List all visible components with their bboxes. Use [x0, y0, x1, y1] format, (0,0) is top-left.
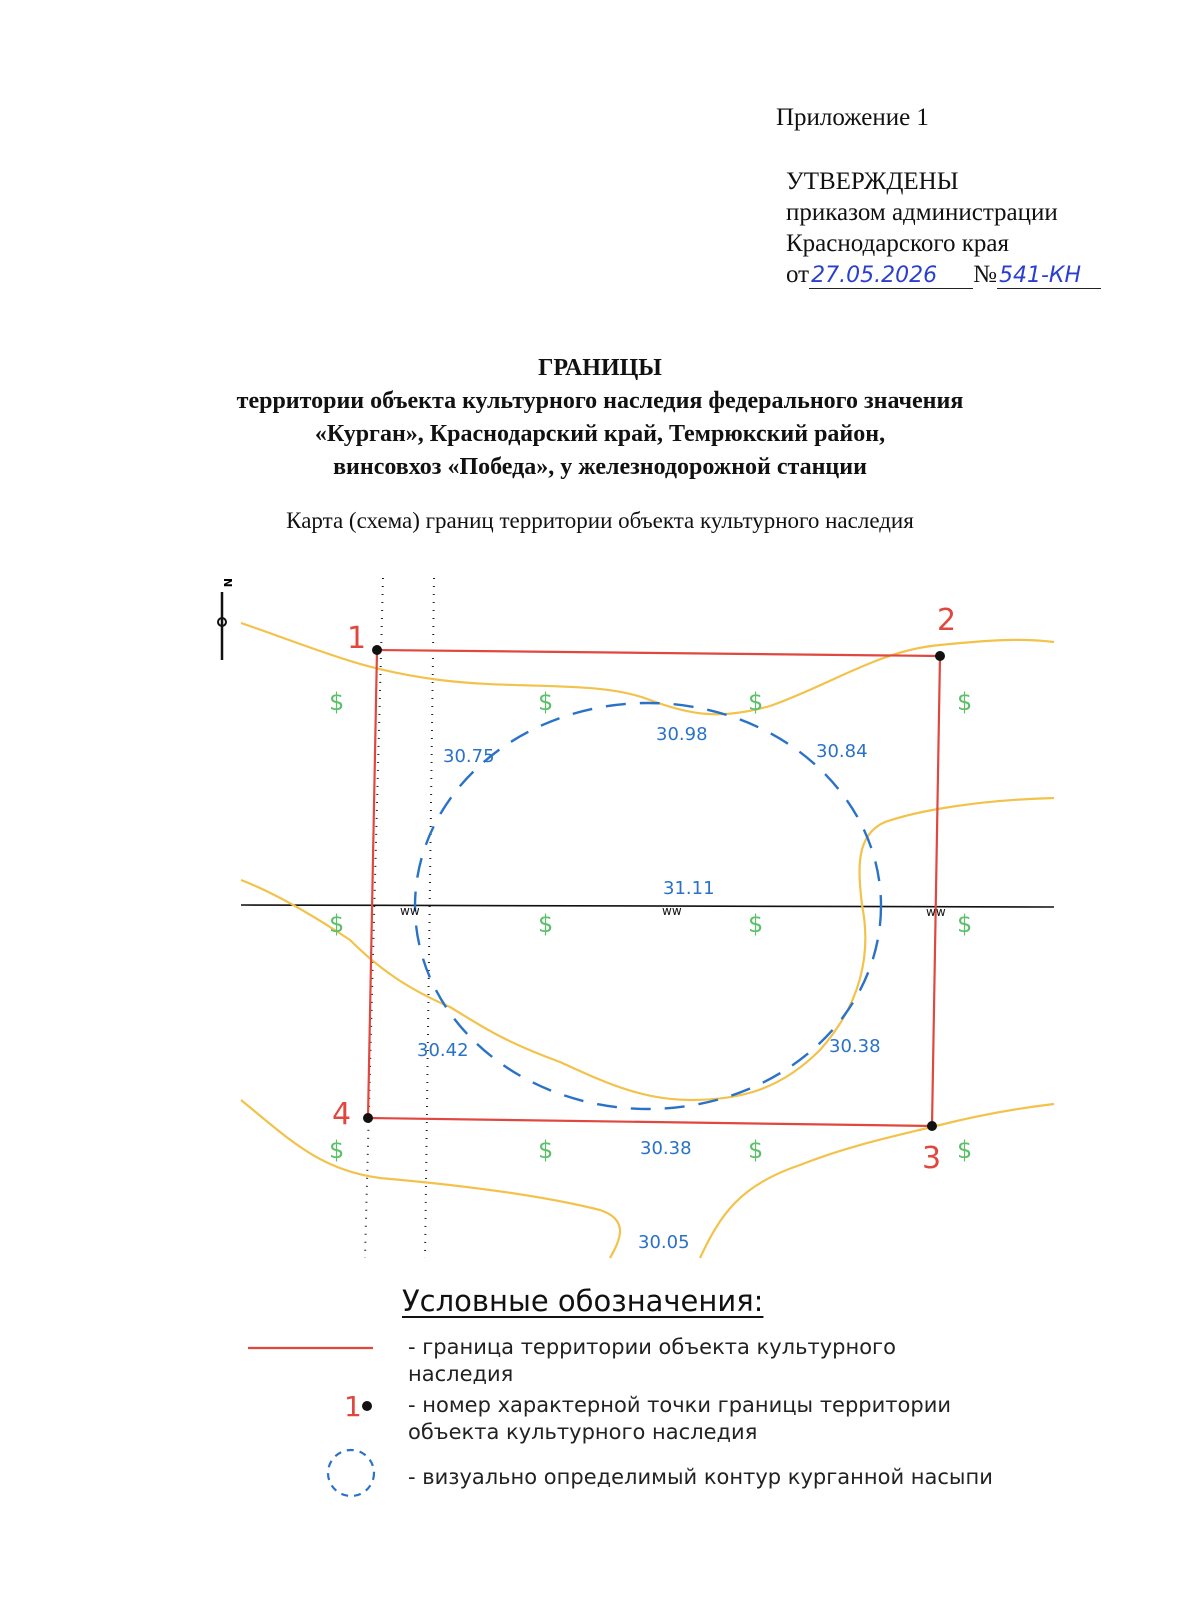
vegetation-symbol-icon: $	[329, 688, 345, 716]
point-label-2: 2	[937, 603, 957, 638]
appendix-label: Приложение 1	[776, 104, 929, 131]
vegetation-symbol-icon: $	[957, 1136, 973, 1164]
document-title	[0, 352, 1200, 484]
vegetation-symbol-icon: $	[538, 910, 554, 938]
legend-item-mound: - визуально определимый контур курганной насыпи	[408, 1465, 993, 1489]
dotted-line-left	[365, 578, 383, 1258]
order-line-1: приказом администрации	[786, 199, 1058, 226]
north-label: N	[221, 578, 234, 588]
boundary-map	[0, 560, 1200, 1260]
legend-point-dot	[362, 1401, 372, 1411]
elevation-label: 30.38	[640, 1138, 692, 1159]
vegetation-symbol-icon: $	[748, 688, 764, 716]
elevation-label: 30.42	[417, 1040, 469, 1061]
boundary-point-3	[927, 1121, 937, 1131]
legend-point-number: 1	[344, 1390, 362, 1423]
legend-symbols	[0, 1320, 400, 1520]
title-line-3: «Курган», Краснодарский край, Темрюкский район,	[314, 421, 886, 447]
ww-label: ww	[662, 904, 682, 918]
map-caption: Карта (схема) границ территории объекта культурного наследия	[286, 508, 914, 533]
ww-label: ww	[400, 904, 420, 918]
vegetation-symbol-icon: $	[748, 910, 764, 938]
boundary-point-2	[935, 651, 945, 661]
elevation-label: 30.98	[656, 724, 708, 745]
elevation-label: 30.38	[829, 1036, 881, 1057]
legend-item-boundary: - граница территории объекта культурного наследия	[408, 1335, 896, 1386]
legend-mound-outline-icon	[328, 1450, 374, 1496]
title-line-1: ГРАНИЦЫ	[538, 355, 662, 381]
boundary-point-1	[372, 645, 382, 655]
vegetation-symbol-icon: $	[957, 910, 973, 938]
date-prefix: от	[786, 261, 810, 288]
vegetation-symbol-icon: $	[538, 1136, 554, 1164]
elevation-label: 30.75	[443, 746, 495, 767]
vegetation-symbol-icon: $	[329, 1136, 345, 1164]
handwritten-date: 27.05.2026	[811, 263, 938, 288]
point-label-3: 3	[922, 1141, 942, 1176]
point-label-1: 1	[347, 621, 367, 656]
elevation-label: 30.84	[816, 741, 868, 762]
title-line-4: винсовхоз «Победа», у железнодорожной станции	[333, 454, 867, 480]
date-field	[809, 263, 973, 289]
vegetation-symbol-icon: $	[538, 688, 554, 716]
order-date-line	[786, 259, 1101, 290]
vegetation-symbol-icon: $	[748, 1136, 764, 1164]
north-arrow-icon	[218, 578, 234, 660]
ww-label: ww	[926, 905, 946, 919]
elevation-label: 30.05	[638, 1232, 690, 1253]
number-prefix: №	[973, 261, 997, 288]
number-field	[997, 263, 1101, 289]
vegetation-symbol-icon: $	[957, 688, 973, 716]
handwritten-number: 541-КН	[998, 263, 1082, 288]
legend-title: Условные обозначения:	[402, 1284, 764, 1318]
point-label-4: 4	[332, 1097, 352, 1132]
approved-heading: УТВЕРЖДЕНЫ	[786, 168, 959, 195]
legend-item-point: - номер характерной точки границы территории объекта культурного наследия	[408, 1393, 951, 1444]
boundary-point-4	[363, 1113, 373, 1123]
title-line-2: территории объекта культурного наследия федерального значения	[236, 388, 964, 414]
approval-block	[786, 166, 1101, 290]
order-line-2: Краснодарского края	[786, 230, 1009, 257]
elevation-label: 31.11	[663, 878, 715, 899]
vegetation-symbol-icon: $	[329, 910, 345, 938]
